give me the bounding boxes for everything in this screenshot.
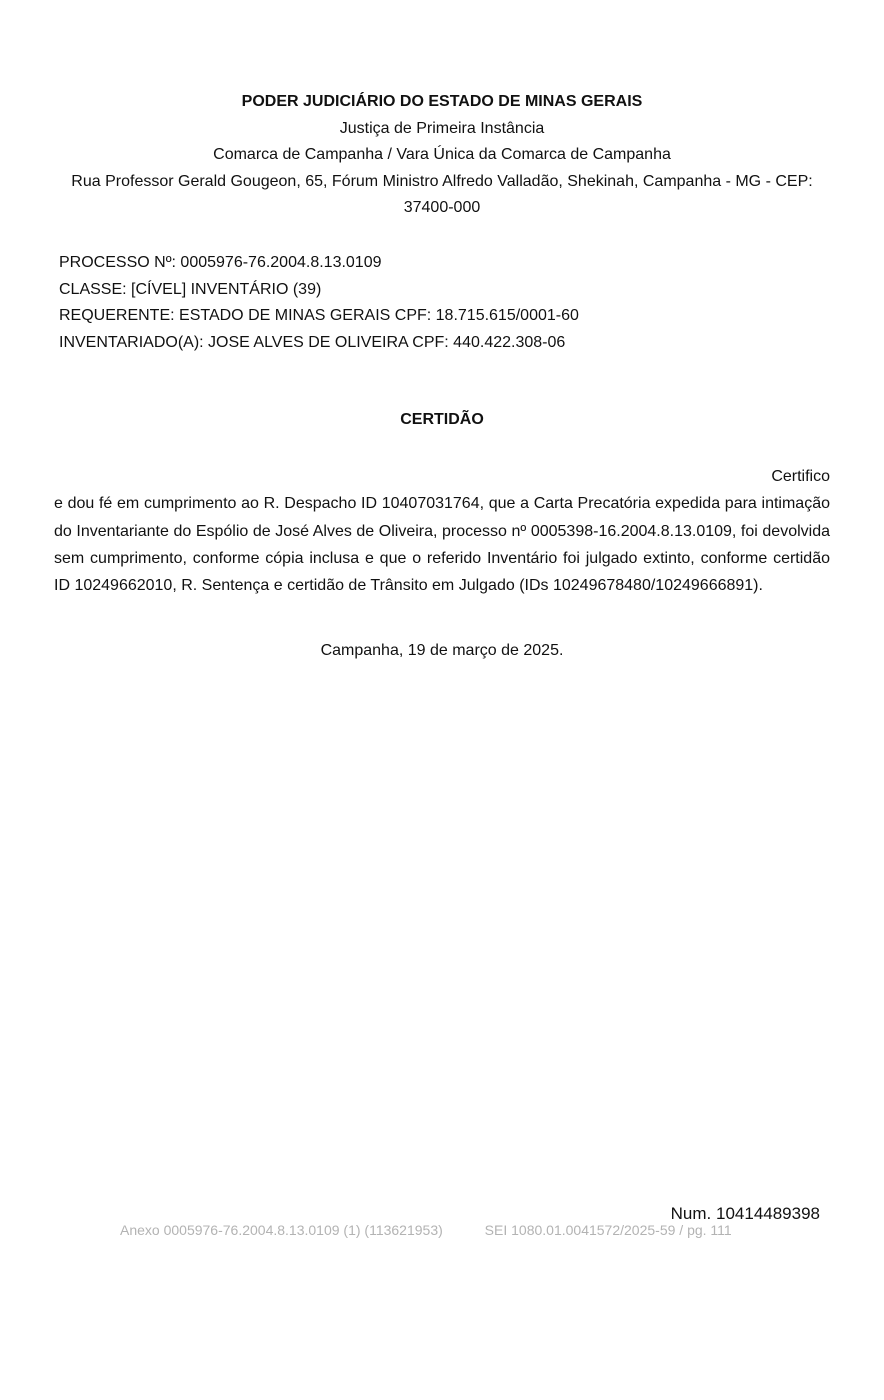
- decedent: INVENTARIADO(A): JOSE ALVES DE OLIVEIRA CPF: 440.422.308-06: [59, 333, 566, 351]
- process-number: PROCESSO Nº: 0005976-76.2004.8.13.0109: [59, 254, 382, 271]
- case-info: [59, 250, 579, 356]
- annex-footer: [120, 1222, 732, 1238]
- court-name: PODER JUDICIÁRIO DO ESTADO DE MINAS GERAIS: [241, 93, 643, 110]
- certificate-text: e dou fé em cumprimento ao R. Despacho ID 10407031764, que a Carta Precatória expedida para intimação do Inventariante do Espólio de José Alves de Oliveira, processo nº 0005398-16.2004.8.13.0109, foi devolvida sem cumprimento, conforme cópia inclusa e que o referido Inventário foi julgado extinto, conforme certidão ID 10249662010, R. Sentença e certidão de Trânsito em Julgado (IDs 10249678480/10249666891).: [54, 495, 830, 595]
- court-instance: Justiça de Primeira Instância: [339, 119, 545, 137]
- plaintiff: REQUERENTE: ESTADO DE MINAS GERAIS CPF: 18.715.615/0001-60: [59, 307, 579, 325]
- certificate-body: [54, 463, 830, 599]
- document-number: Num. 10414489398: [670, 1204, 820, 1223]
- sei-reference: SEI 1080.01.0041572/2025-59 / pg. 111: [484, 1222, 732, 1238]
- court-district: Comarca de Campanha / Vara Única da Comarca de Campanha: [213, 146, 671, 164]
- annex-reference: Anexo 0005976-76.2004.8.13.0109 (1) (113621953): [120, 1222, 443, 1238]
- place-date: Campanha, 19 de março de 2025.: [320, 642, 564, 659]
- certificate-lead: Certifico: [771, 468, 830, 485]
- court-address: Rua Professor Gerald Gougeon, 65, Fórum Ministro Alfredo Valladão, Shekinah, Campanha - MG - CEP: 37400-000: [71, 172, 813, 217]
- case-class: CLASSE: [CÍVEL] INVENTÁRIO (39): [59, 280, 322, 298]
- document-title: CERTIDÃO: [400, 411, 484, 428]
- document-header: [0, 89, 884, 222]
